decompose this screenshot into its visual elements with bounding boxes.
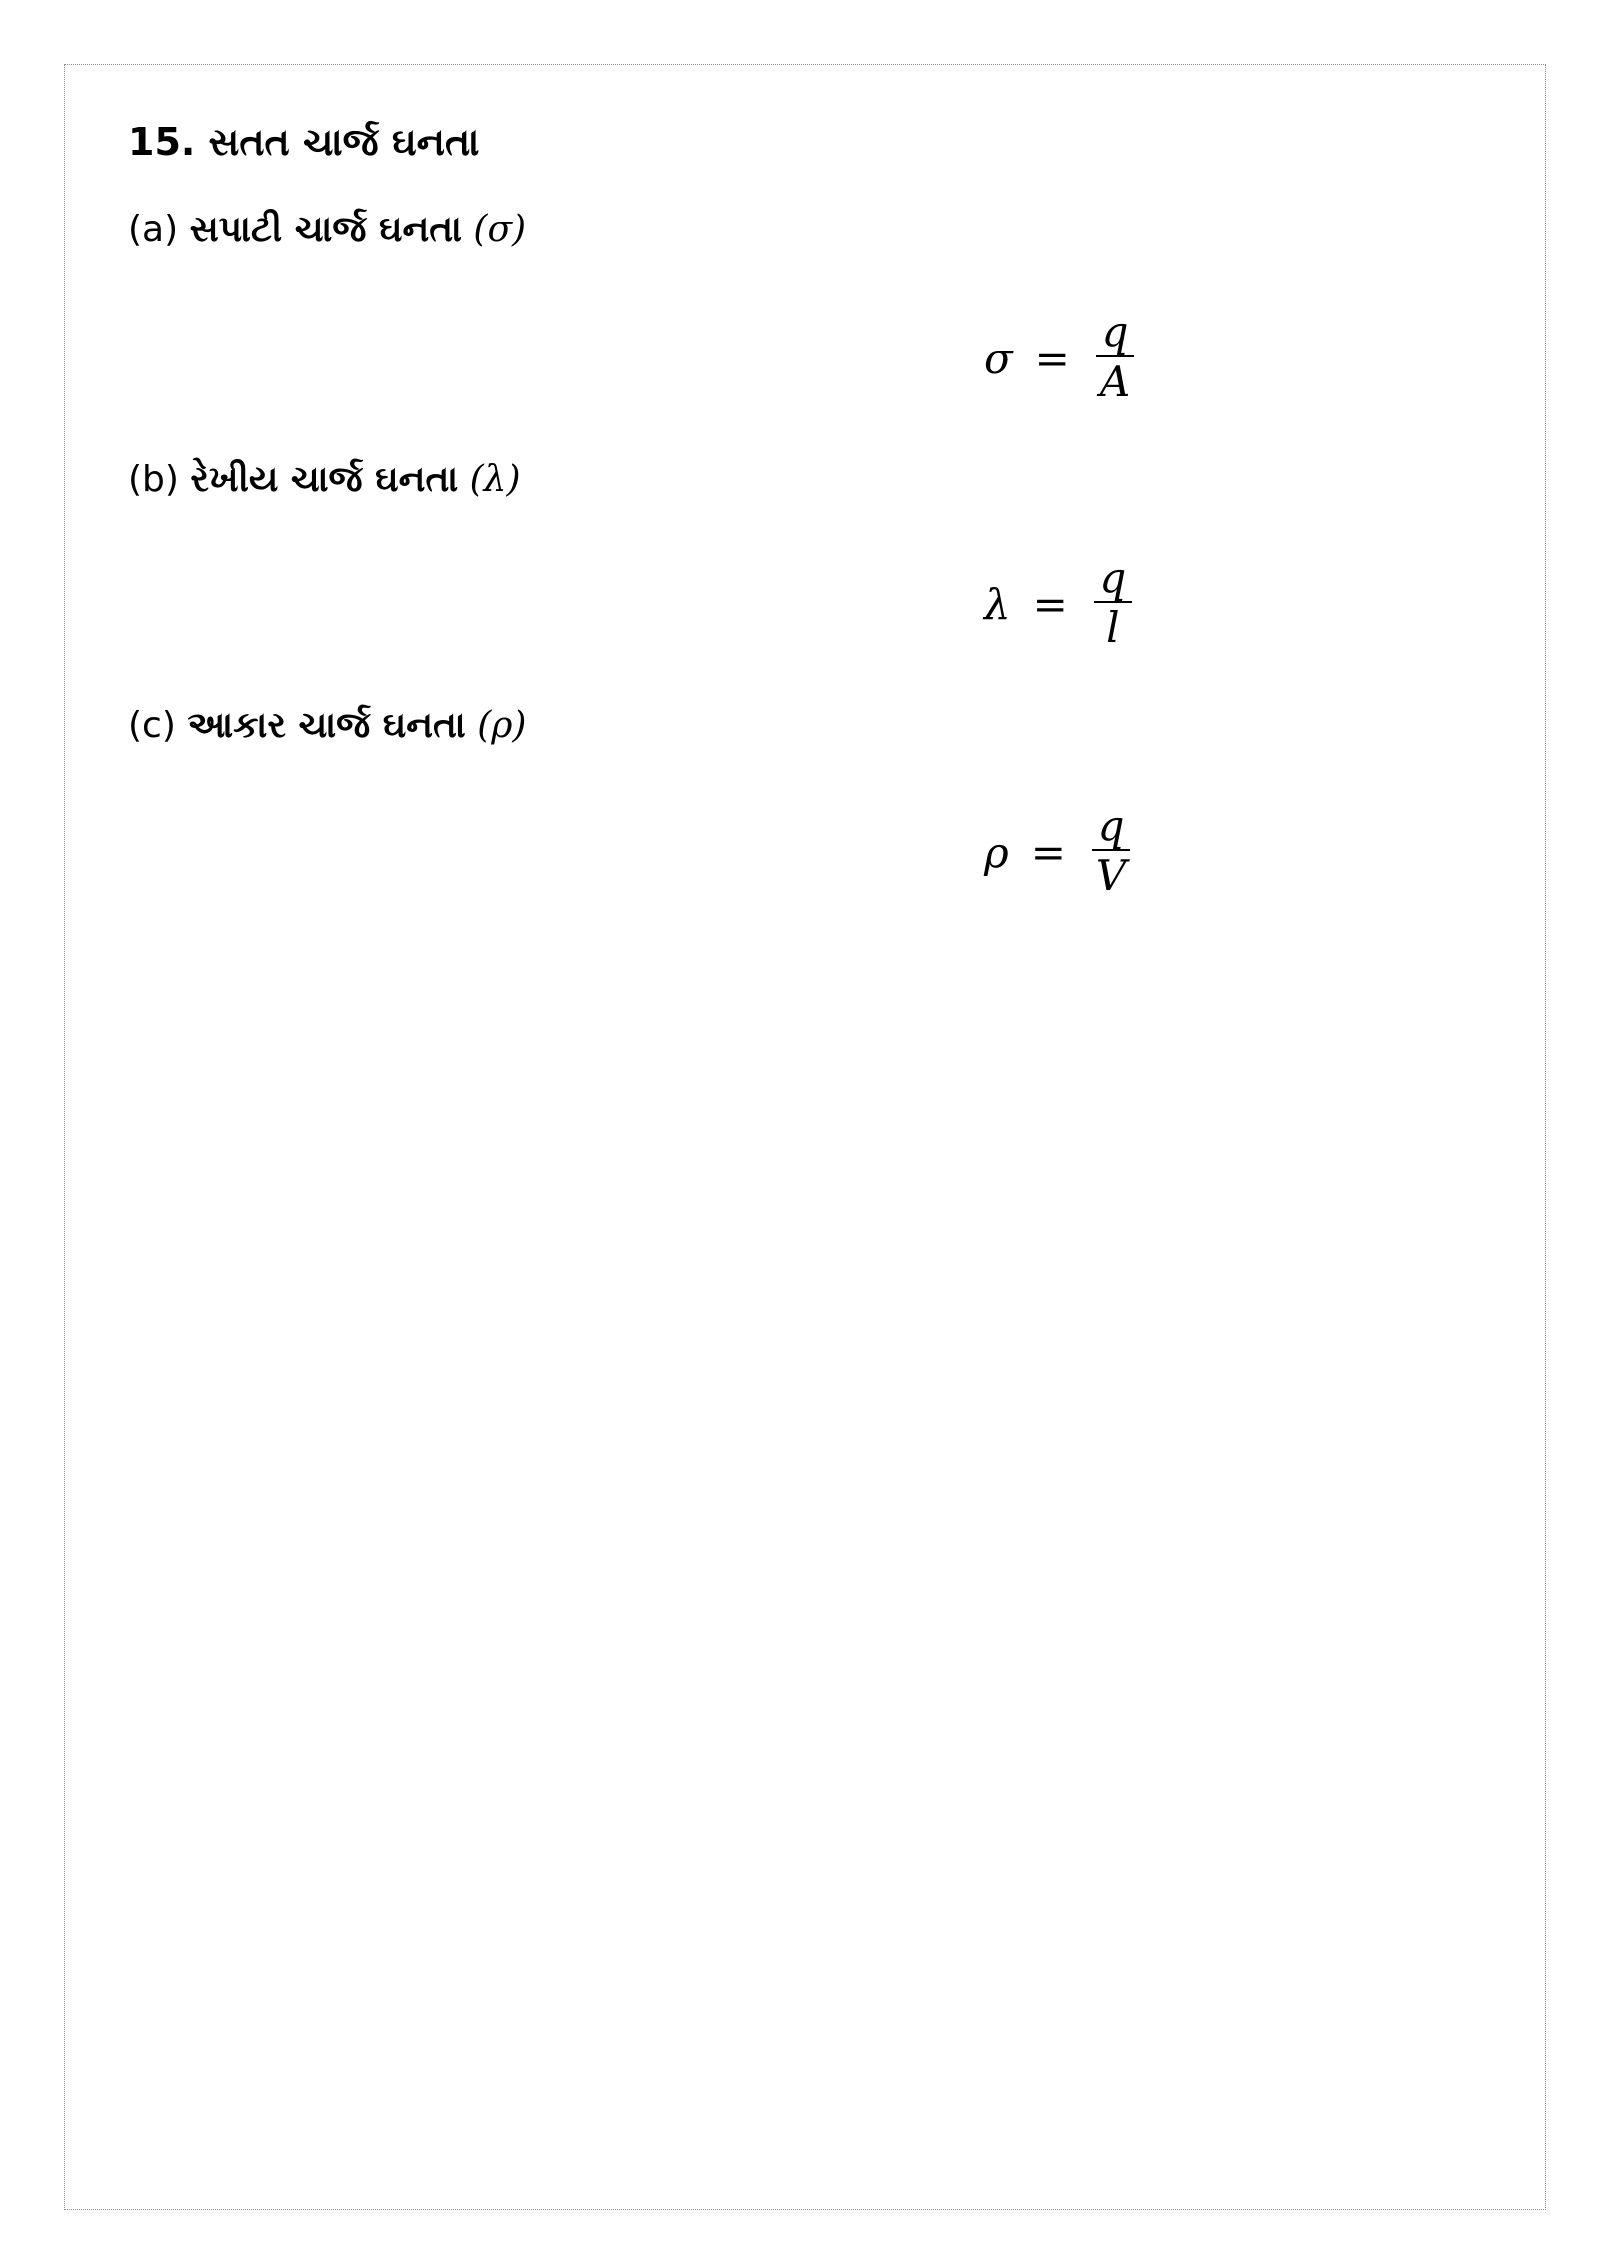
page-border [64, 64, 1546, 2210]
subsection-a-heading [128, 200, 526, 260]
equation-volume-density [984, 800, 1130, 904]
equation-fraction [1096, 309, 1134, 407]
section-heading: 15. સતત ચાર્જ ઘનતા [128, 120, 480, 164]
equation-linear-density [984, 552, 1132, 656]
subsection-c-heading [128, 696, 526, 756]
fraction-numerator: q [1101, 307, 1129, 356]
equation-operator: = [1034, 333, 1070, 383]
fraction-numerator: q [1099, 553, 1127, 602]
subsection-marker: (b) [128, 459, 179, 500]
fraction-denominator: V [1095, 851, 1127, 900]
subsection-marker: (a) [128, 209, 179, 250]
fraction-denominator: l [1106, 603, 1120, 652]
fraction-denominator: A [1099, 357, 1131, 406]
equation-surface-density [984, 306, 1134, 410]
subsection-title: સપાટી ચાર્જ ઘનતા [189, 209, 462, 250]
subsection-b-heading [128, 450, 521, 510]
subsection-title: આકાર ચાર્જ ઘનતા [187, 705, 466, 746]
subsection-marker: (c) [128, 705, 176, 746]
subsection-symbol: (ρ) [477, 705, 527, 746]
equation-lhs: λ [984, 579, 1011, 629]
subsection-title: રેખીય ચાર્જ ઘનતા [190, 459, 459, 500]
equation-lhs: ρ [984, 827, 1009, 877]
equation-fraction [1092, 803, 1130, 901]
equation-operator: = [1032, 579, 1068, 629]
equation-lhs: σ [984, 333, 1013, 383]
equation-operator: = [1030, 827, 1066, 877]
equation-fraction [1094, 555, 1132, 653]
subsection-symbol: (λ) [469, 459, 521, 500]
subsection-symbol: (σ) [473, 209, 527, 250]
fraction-numerator: q [1097, 801, 1125, 850]
